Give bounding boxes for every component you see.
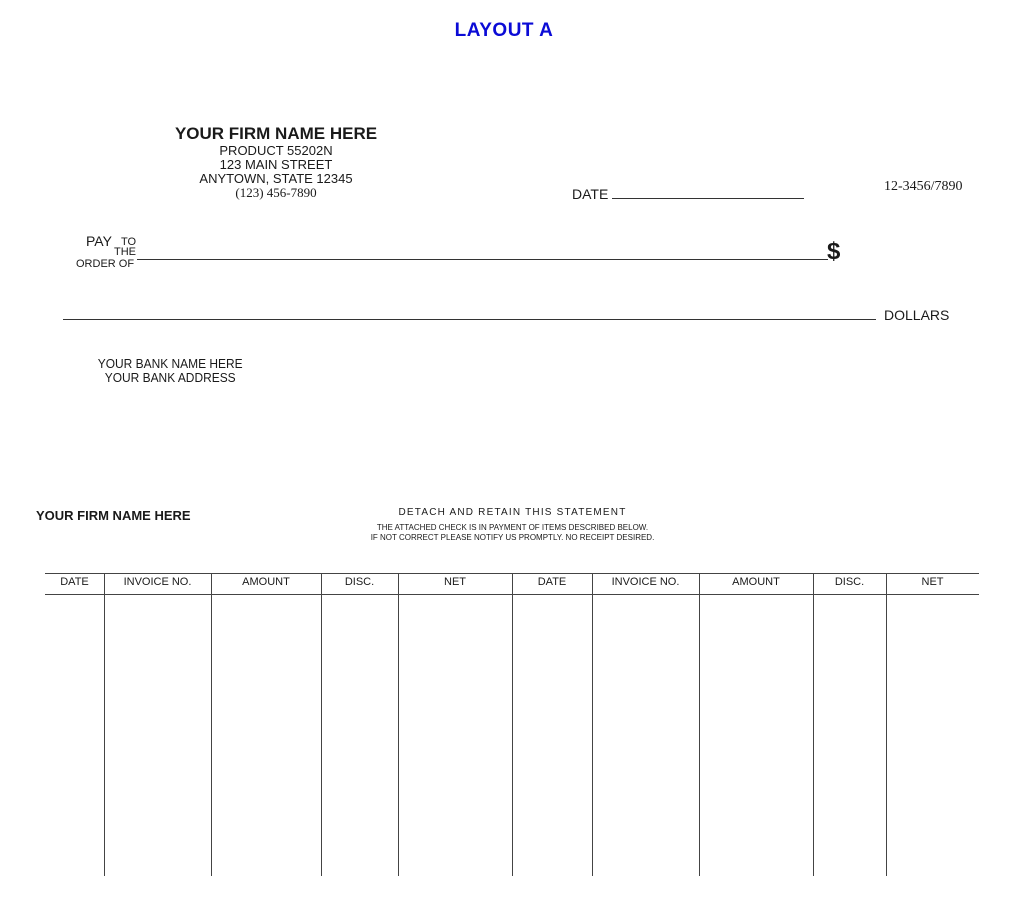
routing-number: 12-3456/7890 — [884, 179, 963, 194]
dollar-sign-icon: $ — [827, 238, 841, 265]
invoice-table-column-divider — [211, 573, 212, 876]
invoice-table-column-divider — [699, 573, 700, 876]
date-field-line[interactable] — [612, 198, 804, 199]
check-city-state: ANYTOWN, STATE 12345 — [199, 171, 353, 186]
column-header-amount: AMOUNT — [242, 576, 290, 588]
order-of-label: ORDER OF — [76, 258, 135, 270]
check-street-address: 123 MAIN STREET — [219, 157, 333, 172]
invoice-table-column-divider — [886, 573, 887, 876]
check-firm-name: YOUR FIRM NAME HERE — [174, 124, 378, 143]
amount-words-field-line[interactable] — [63, 319, 876, 320]
column-header-date: DATE — [537, 576, 567, 588]
dollars-label: DOLLARS — [884, 307, 950, 323]
payment-notice-line-2: IF NOT CORRECT PLEASE NOTIFY US PROMPTLY. NO RECEIPT DESIRED. — [370, 533, 655, 542]
layout-title: LAYOUT A — [454, 20, 554, 41]
column-header-invoice-no: INVOICE NO. — [123, 576, 192, 588]
payment-notice — [300, 523, 725, 543]
column-header-amount: AMOUNT — [732, 576, 780, 588]
bank-block — [92, 357, 248, 385]
invoice-table-column-divider — [592, 573, 593, 876]
payee-field-line[interactable] — [137, 259, 828, 260]
invoice-table-column-divider — [104, 573, 105, 876]
check-firm-block — [150, 124, 402, 200]
payment-notice-line-1: THE ATTACHED CHECK IS IN PAYMENT OF ITEMS DESCRIBED BELOW. — [376, 523, 649, 532]
invoice-table-column-divider — [813, 573, 814, 876]
check-phone: (123) 456-7890 — [235, 185, 317, 200]
column-header-net: NET — [921, 576, 944, 588]
column-header-disc: DISC. — [344, 576, 375, 588]
column-header-net: NET — [444, 576, 466, 588]
column-header-date: DATE — [60, 576, 89, 588]
date-label: DATE — [572, 186, 609, 202]
invoice-table-column-divider — [512, 573, 513, 876]
detach-statement-heading: DETACH AND RETAIN THIS STATEMENT — [398, 507, 627, 518]
pay-label: PAY — [86, 233, 112, 249]
the-label: THE — [114, 246, 136, 258]
stub-firm-name: YOUR FIRM NAME HERE — [36, 508, 191, 523]
column-header-disc: DISC. — [834, 576, 865, 588]
bank-name: YOUR BANK NAME HERE — [97, 356, 243, 371]
invoice-table-column-divider — [398, 573, 399, 876]
invoice-table-column-divider — [321, 573, 322, 876]
column-header-invoice-no: INVOICE NO. — [611, 576, 680, 588]
check-product-number: PRODUCT 55202N — [219, 143, 333, 158]
to-label: TO — [121, 236, 137, 248]
bank-address: YOUR BANK ADDRESS — [104, 370, 236, 385]
